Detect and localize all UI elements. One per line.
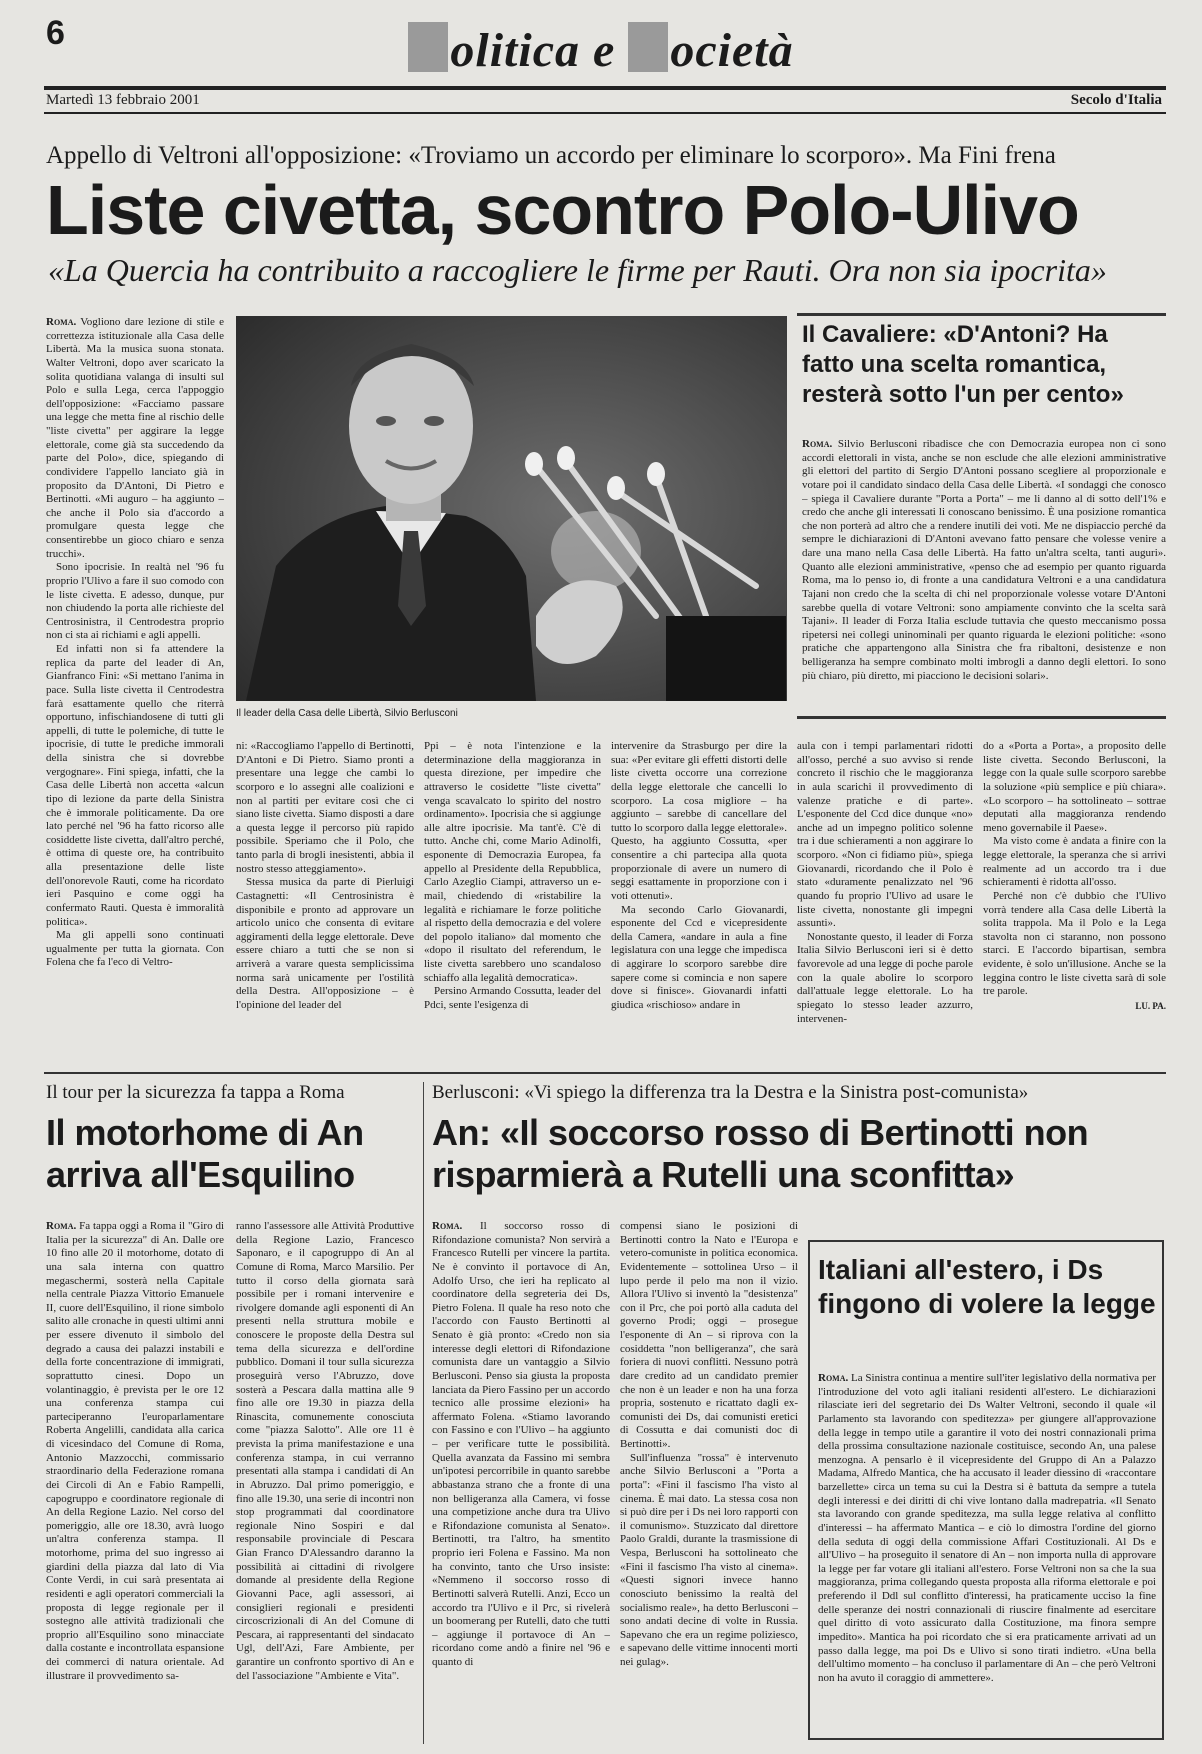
masthead-rule-bottom	[44, 112, 1166, 114]
lower-section-rule	[44, 1072, 1166, 1074]
main-col3-p2: Persino Armando Cossutta, leader del Pdci, sente l'esigenza di	[424, 985, 601, 1011]
sidebar-body	[802, 438, 1166, 708]
main-column-1	[46, 316, 224, 1068]
bertinotti-col2b-text: Sull'influenza "rossa" è intervenuto anche Silvio Berlusconi a "Porta a porta": «Fini il fascismo l'ha visto al cinema. È mai dato. La stessa cosa non si può dire per i Ds nei loro rapporti con il comunismo». Stuzzicato dal direttore Paolo Graldi, durante la trasmissione di Vespa, Berlusconi ha sottolineato che «Fini il fascismo l'ha visto al cinema». «Questi signori invece hanno conosciuto benissimo la realtà del socialismo reale», ha detto Berlusconi – sono andati decine di volte in Russia. Sapevano che era un regime poliziesco, e sapevano delle vittime innocenti morti nei gulag».	[620, 1451, 798, 1668]
masthead-rule	[44, 86, 1166, 90]
main-column-5	[797, 740, 973, 1068]
sidebar-dateline: Roma.	[802, 438, 833, 450]
italiani-estero-body	[818, 1372, 1156, 1732]
bertinotti-column-2	[620, 1220, 798, 1740]
main-col1-p3: Ed infatti non si fa attendere la replica da parte del leader di An, Gianfranco Fini: «Si mettano l'anima in pace. Sulla liste civetta il Centrodestra farà esattamente quello che riterrà opportuno, infischiandosene di tutti gli appelli, di tutte le polemiche, di tutte le ipocrisie, di tutte le prediche immorali della sinistra che si dovrebbe vergognare». Fini spiega, infatti, che la Casa delle Libertà non accetta «alcun tipo di lezione da parte della Sinistra che è immorale politicamente. Da ore lato perché nel '96 ha fatto ricorso alle cosiddette liste civetta, dall'altro perché, è ottima di queste ore, ha contribuito alla presentazione delle liste dell'onorevole Rauti, come ha ricordato ieri Pasquino e come oggi ha confermato Rauti. Questa è immoralità politica».	[46, 643, 224, 928]
italiani-estero-headline: Italiani all'estero, i Ds fingono di volere la legge	[818, 1254, 1156, 1320]
main-dateline: Roma.	[46, 316, 77, 328]
main-col4-p2: Ma secondo Carlo Giovanardi, esponente del Ccd e vicepresidente della Camera, «andare in aula a fine legislatura con una legge che impedisca di aggirare lo scorporo sarebbe dire sapere come si comincia e non sapere dove si finisce». Giovanardi infatti giudica «rischioso» andare in	[611, 903, 787, 1011]
newspaper-name: Secolo d'Italia	[1070, 92, 1162, 108]
motorhome-col2-text: ranno l'assessore alle Attività Produttive della Regione Lazio, Francesco Saponaro, e il capogruppo di An al Comune di Roma, Marco Marsilio. Per tutto il corso della giornata sarà possibile per i romani intervenire e rivolgere domande agli esponenti di An presenti nella struttura mobile e conoscere le proposte della Destra sul tema della sicurezza e dell'ordine pubblico. Domani il tour sulla sicurezza proseguirà verso l'Abruzzo, dove sosterà a Pescara dalla mattina alle 9 fino alle ore 19.30 in piazza della Rinascita, comunemente conosciuta come "piazza Salotto". Alle ore 11 è prevista la prima manifestazione e una conferenza stampa, in cui verranno presentati alla stampa i candidati di An in Abruzzo. Dal primo pomeriggio, e fino alle 19.30, una serie di incontri non stop programmati dal coordinatore regionale Nino Sospiri e dal responsabile provinciale di Pescara Gian Franco D'Alessandro daranno la possibilità ai cittadini di rivolgere domande al presidente della Regione Giovanni Pace, agli assessori, ai consiglieri regionali e presidenti circoscrizionali di An del Comune di Pescara, ai rappresentanti del sindacato Ugl, dell'Azi, Fare Ambiente, per garantire un confronto sportivo di An e del l'associazione "Ambiente e Vita".	[236, 1220, 414, 1682]
bertinotti-dateline: Roma.	[432, 1220, 463, 1232]
main-col2-p2: Stessa musica da parte di Pierluigi Castagnetti: «Il Centrosinistra è disponibile e pronto ad approvare un articolo unico che consenta di evitare aggiramenti della legge elettorale. Deve essere chiaro a tutti che se non si arriverà a varare questa semplicissima norma sarà unicamente per l'ostilità della Destra. All'opposizione – è l'opinione del leader del	[236, 876, 414, 1011]
motorhome-column-2	[236, 1220, 414, 1740]
motorhome-kicker: Il tour per la sicurezza fa tappa a Roma	[46, 1082, 345, 1103]
main-col5-p2: Nonostante questo, il leader di Forza Italia Silvio Berlusconi ieri si è detto favorevole ad una legge di poche parole con la quale abolire lo scorporo dall'attuale legge elettorale. Lo ha spiegato lo stesso leader azzurro, intervenen-	[797, 930, 973, 1025]
main-col4-p1: intervenire da Strasburgo per dire la sua: «Per evitare gli effetti distorti delle liste civetta occorre una correzione della legge elettorale che cancelli lo scorporo. La cosa migliore – ha aggiunto – sarebbe di cancellare del tutto lo scorporo dalla legge elettorale». Questo, ha aggiunto Cossutta, «per consentire a chi partecipa alla quota proporzionale di avere un numero di seggi esattamente in proporzione con i voti ottenuti».	[611, 740, 787, 902]
section-initial-block	[408, 22, 448, 72]
main-headline: Liste civetta, scontro Polo-Ulivo	[46, 171, 1079, 249]
main-col6-p1: do a «Porta a Porta», a proposito delle liste civetta. Secondo Berlusconi, la legge con la quale sulle scorporo sarebbe la soluzione «più semplice e più chiara». «Lo scorporo – ha sottolineato – sottrae deputati alla maggioranza rendendo meno governabile il Paese».	[983, 740, 1166, 834]
main-byline: LU. PA.	[1135, 1000, 1166, 1011]
main-col5-p1: aula con i tempi parlamentari ridotti all'osso, perché a suo avviso si rende concreto il rischio che le maggioranza in aula scarichi il provvedimento di valenze pratiche e di parte». L'esponente del Ccd dice dunque «no» anche ad un impegno politico solenne tra i due schieramenti a non aggirare lo scorporo. «Non ci fidiamo più», spiega Giovanardi, ricordando che il Polo è stato «duramente penalizzato nel '96 quando fu proprio l'Ulivo ad usare le liste civetta, nonostante gli impegni assunti».	[797, 740, 973, 930]
bertinotti-col2-text: compensi siano le posizioni di Bertinotti contro la Nato e l'Europa e vetero-comuniste in politica economica. Evidentemente – sottolinea Urso – il lupo perde il pelo ma non il vizio. Allora l'Ulivo si inventò la "desistenza" con il Prc, che poi portò alla caduta del governo Prodi; oggi – prosegue l'esponente di An – si riprova con la cosiddetta "non belligeranza", che sarà foriera di nuovi conflitti. Nessuno potrà dare credito ad un candidato premier che non è un leader e non ha una forza propria, sostenuto e ricattato dagli ex-comunisti dei Ds, dai comunisti eretici di Cossutta e dai comunisti doc di Bertinotti».	[620, 1220, 798, 1450]
sidebar-rule-bottom	[797, 716, 1166, 719]
main-col1-p4: Ma gli appelli sono continuati ugualmente per tutta la giornata. Con Folena che fa l'eco di Veltro-	[46, 929, 224, 969]
issue-date: Martedì 13 febbraio 2001	[46, 92, 200, 108]
bertinotti-column-1	[432, 1220, 610, 1740]
bertinotti-kicker: Berlusconi: «Vi spiego la differenza tra la Destra e la Sinistra post-comunista»	[432, 1082, 1029, 1103]
lower-divider	[423, 1082, 424, 1744]
berlusconi-photo	[236, 316, 787, 701]
section-initial-block-2	[628, 22, 668, 72]
main-kicker: Appello di Veltroni all'opposizione: «Troviamo un accordo per eliminare lo scorporo». Ma Fini frena	[46, 142, 1056, 169]
motorhome-headline: Il motorhome di An arriva all'Esquilino	[46, 1112, 364, 1196]
box-text: La Sinistra continua a mentire sull'iter legislativo della normativa per l'introduzione del voto agli italiani residenti all'estero. Le dichiarazioni rilasciate ieri del segretario dei Ds Walter Veltroni, secondo il quale «il Parlamento sta lavorando con speditezza» per giungere all'approvazione della legge in tempo utile a garantire il voto dei nostri connazionali prima della prossima consultazione nazionale costituisce, secondo An, una palese menzogna. A pensarlo è il vicepresidente del Gruppo di An a Palazzo Madama, Alfredo Mantica, che ha accusato il leader diessino di «raccontare barzellette» circa un tema su cui la Destra si è battuta da sempre a tutela degli interessi e dei diritti di chi vive lontano dalla madrepatria. «Il Senato sta lavorando con grande speditezza, ma sulla legge relativa al conflitto d'interessi – ha affermato Mantica – e ciò lo dimostra l'ordine del giorno della seduta di oggi della commissione Affari Costituzionali. Al Ds e all'Ulivo – ha proseguito il senatore di An – non importa nulla di approvare la legge per far votare gli italiani all'estero. Forse Veltroni non sa che la sua maggioranza, prima collegando questa proposta alla riforma elettorale e poi preferendo il Ddl sul conflitto d'interessi, ha praticamente ucciso la fine delle speranze dei nostri connazionali di riuscire finalmente ad esercitare quel diritto di voto assicurato dalla Costituzione, ma finora sempre impedito». Mantica ha poi ricordato che si era praticamente arrivati ad un passo dalla legge, ma poi Ds e Ulivo si sono tirati indietro. «Una bella dell'ultimo momento – ha concluso il parlamentare di An – che però Veltroni non ha avuto il coraggio di ammettere».	[818, 1372, 1156, 1684]
main-column-2	[236, 740, 414, 1068]
bertinotti-col1-text: Il soccorso rosso di Rifondazione comunista? Non servirà a Francesco Rutelli per vincere la partita. Ne è convinto il portavoce di An, Adolfo Urso, che ieri ha replicato al coordinatore della segreteria dei Ds, Pietro Folena. Il quale ha reso noto che l'accordo con Fausto Bertinotti al Senato è già pronto: «Credo non sia interesse degli elettori di Rifondazione comunista dare un vantaggio a Silvio Berlusconi. Penso sia giusta la proposta lanciata da Piero Fassino per un accordo tecnico alle prossime elezioni» ha affermato Folena. «Stiamo lavorando con Fassino e con l'Ulivo – ha aggiunto – per verificare tutte le possibilità. Quella avanzata da Fassino mi sembra un'ipotesi percorribile in quanto sarebbe abbastanza strano che a fronte di una non belligeranza alla Camera, vi fosse una competizione anche dura tra Ulivo e Rifondazione comunista al Senato». Bertinotti, tra l'altro, ha smentito proprio ieri Folena e Fassino. Ma non ha convinto, tanto che Urso insiste: «Nemmeno il soccorso rosso di Bertinotti salverà Rutelli. Anzi, Ecco un accordo tra l'Ulivo e il Prc, si rivelerà un boomerang per Rutelli, dato che tutti – aggiunge il portavoce di An – ricordano come andò a finire nel '96 e quanto di	[432, 1220, 610, 1668]
main-column-6	[983, 740, 1166, 1068]
main-col3-p1: Ppi – è nota l'intenzione e la determinazione della maggioranza in questa direzione, per impedire che attraverso le cosidette "liste civetta" venga scavalcato lo spirito del nostro ordinamento». Ipocrisia che si aggiunge alle altre ipocrisie. Ma tant'è. C'è di tutto. Anche chi, come Mario Adinolfi, esponente di Democrazia Europea, fa appello al Presidente della Repubblica, Carlo Azeglio Ciampi, attraverso un e-mail, chiedendo di «ristabilire la legalità e richiamare le forze politiche al rispetto della democrazia e del volere del popolo italiano» dal momento che «dopo il risultato del referendum, le liste civetta sarebbero uno scandaloso schiaffo alla legalità democratica».	[424, 740, 601, 984]
page-number: 6	[46, 14, 65, 52]
main-col6-p2: Ma visto come è andata a finire con la legge elettorale, la speranza che si arrivi realmente ad un accordo tra i due schieramenti è ridotta all'osso.	[983, 835, 1166, 889]
main-col6-p3: Perché non c'è dubbio che l'Ulivo vorrà tendere alla Casa delle Libertà la solita trappola. Ma il Polo e la Lega stavolta non ci staranno, non possono starci. E l'accordo bipartisan, sembra evidente, è solo un'illusione. Anche se la leggina contro le liste civetta sarà di sole tre parole.	[983, 889, 1166, 998]
box-dateline: Roma.	[818, 1372, 849, 1384]
section-title-part1: olitica e	[450, 24, 629, 77]
section-title-part2: ocietà	[670, 24, 794, 77]
sidebar-rule-top	[797, 313, 1166, 316]
bertinotti-headline: An: «Il soccorso rosso di Bertinotti non risparmierà a Rutelli una sconfitta»	[432, 1112, 1089, 1196]
main-subhead: «La Quercia ha contribuito a raccogliere le firme per Rauti. Ora non sia ipocrita»	[48, 252, 1107, 288]
main-col1-p1: Vogliono dare lezione di stile e correttezza istituzionale alla Casa delle Libertà. Ma la musica suona stonata. Walter Veltroni, dopo aver scaricato la solita quotidiana valanga di insulti sul Polo e sulla Lega, cerca l'appoggio dell'opposizione: «Facciamo passare una legge che metta fine al rischio delle "liste civetta" per aggirare la legge elettorale, come già sta succedendo da parte del Polo», dice, spiegando di condividere l'appello lanciato già in proposito da D'Antoni, Di Pietro e Bertinotti. «Mi auguro – ha aggiunto – che anche il Polo sia d'accordo a promulgare questa legge che consentirebbe un gioco chiaro e senza trucchi».	[46, 316, 224, 560]
motorhome-column-1	[46, 1220, 224, 1740]
main-col2-p1: ni: «Raccogliamo l'appello di Bertinotti, D'Antoni e Di Pietro. Siamo pronti a presentare una legge che cambi lo scorporo e lo assegni alle coalizioni e non al partiti per evitare così che ci siano liste civetta. Siamo disposti a dare a questa legge il percorso più rapido possibile. Speriamo che il Polo, che tanto parla di brogli inesistenti, abbia il nostro stesso atteggiamento».	[236, 740, 414, 875]
motorhome-dateline: Roma.	[46, 1220, 77, 1232]
photo-caption: Il leader della Casa delle Libertà, Silvio Berlusconi	[236, 708, 458, 719]
main-column-3	[424, 740, 601, 1068]
section-title	[0, 22, 1202, 78]
sidebar-headline: Il Cavaliere: «D'Antoni? Ha fatto una scelta romantica, resterà sotto l'un per cento»	[802, 321, 1124, 409]
main-col1-p2: Sono ipocrisie. In realtà nel '96 fu proprio l'Ulivo a fare il suo comodo con le liste civetta. E adesso, dunque, pur non chiudendo la porta alle richieste del Centrosinistra, il Centrodestra proprio non ci sta ai richiami e agli appelli.	[46, 561, 224, 642]
main-column-4	[611, 740, 787, 1068]
motorhome-col1-text: Fa tappa oggi a Roma il "Giro di Italia per la sicurezza" di An. Dalle ore 10 fino alle 20 il motorhome, dotato di una sala interna con quattro megaschermi, sosterà nella Capitale nella centrale Piazza Vittorio Emanuele II, cuore dell'Esquilino, il rione simbolo salito alle cronache in questi ultimi anni per essere divenuto il simbolo del degrado a causa dei palazzi instabili e della forte concentrazione di immigrati, soprattutto cinesi. Dopo un volantinaggio, è prevista per le ore 12 una conferenza stampa cui parteciperanno l'europarlamentare Roberta Angelilli, candidata alla carica di vicesindaco del Comune di Roma, Antonio Mazzocchi, commissario straordinario della Federazione romana dei Circoli di An e Fabio Rampelli, capogruppo e coordinatore regionale di An della Regione Lazio. Nel corso del pomeriggio, alle ore 18.30, avrà luogo un'altra conferenza stampa. Il motorhome, prima del suo ingresso ai giardini della piazza dal lato di Via Conte Verdi, in cui sarà presentata ai residenti e agli operatori commerciali la proposta di legge regionale per il sostegno alle attività tradizionali che proprio all'Esquilino sono minacciate dalla costante e incontrollata espansione dei commerci di natura orientale. Ad illustrare il provvedimento sa-	[46, 1220, 224, 1682]
photo-illustration	[236, 316, 787, 701]
sidebar-text: Silvio Berlusconi ribadisce che con Democrazia europea non ci sono accordi elettorali in vista, anche se non esclude che alle elezioni amministrative gli elettori del partito di Sergio D'Antoni possano scegliere al proporzionale e votare poi il candidato sindaco della Casa delle Libertà. «I sondaggi che conosco – spiega il Cavaliere durante "Porta a Porta" – me li danno al di sotto dell'1% e credo che anche gli interessati li conoscano benissimo. È una posizione romantica che non porterà ad altro che a rendere inutili dei voti. Me ne dispiaccio perché da sempre le dichiarazioni di D'Antoni avevano fatto pensare che volesse venire a dare una mano nella Casa delle Libertà. Ha fatto un'altra scelta, tanti auguri». Quanto alle elezioni amministrative, «penso che ad esempio per quanto riguarda Roma, ma lo penso io, di fronte a una candidatura Veltroni e a una candidatura Tajani non credo che la scelta di chi nel proporzionale volesse votare D'Antoni sarebbe quella di votare Veltroni: sono ampiamente convinto che la scelta sarà Tajani». Il leader di Forza Italia esclude tuttavia che questo meccanismo possa ripetersi nei collegi uninominali per quanto riguarda le elezioni politiche: «sono pratiche che appartengono alla Sinistra che fra ribaltoni, desistenze e non belligeranza ha sempre combinato molti imbrogli a danno degli elettori. Io sono più chiaro, più diretto, mi piacciono le decisioni solari».	[802, 438, 1166, 682]
